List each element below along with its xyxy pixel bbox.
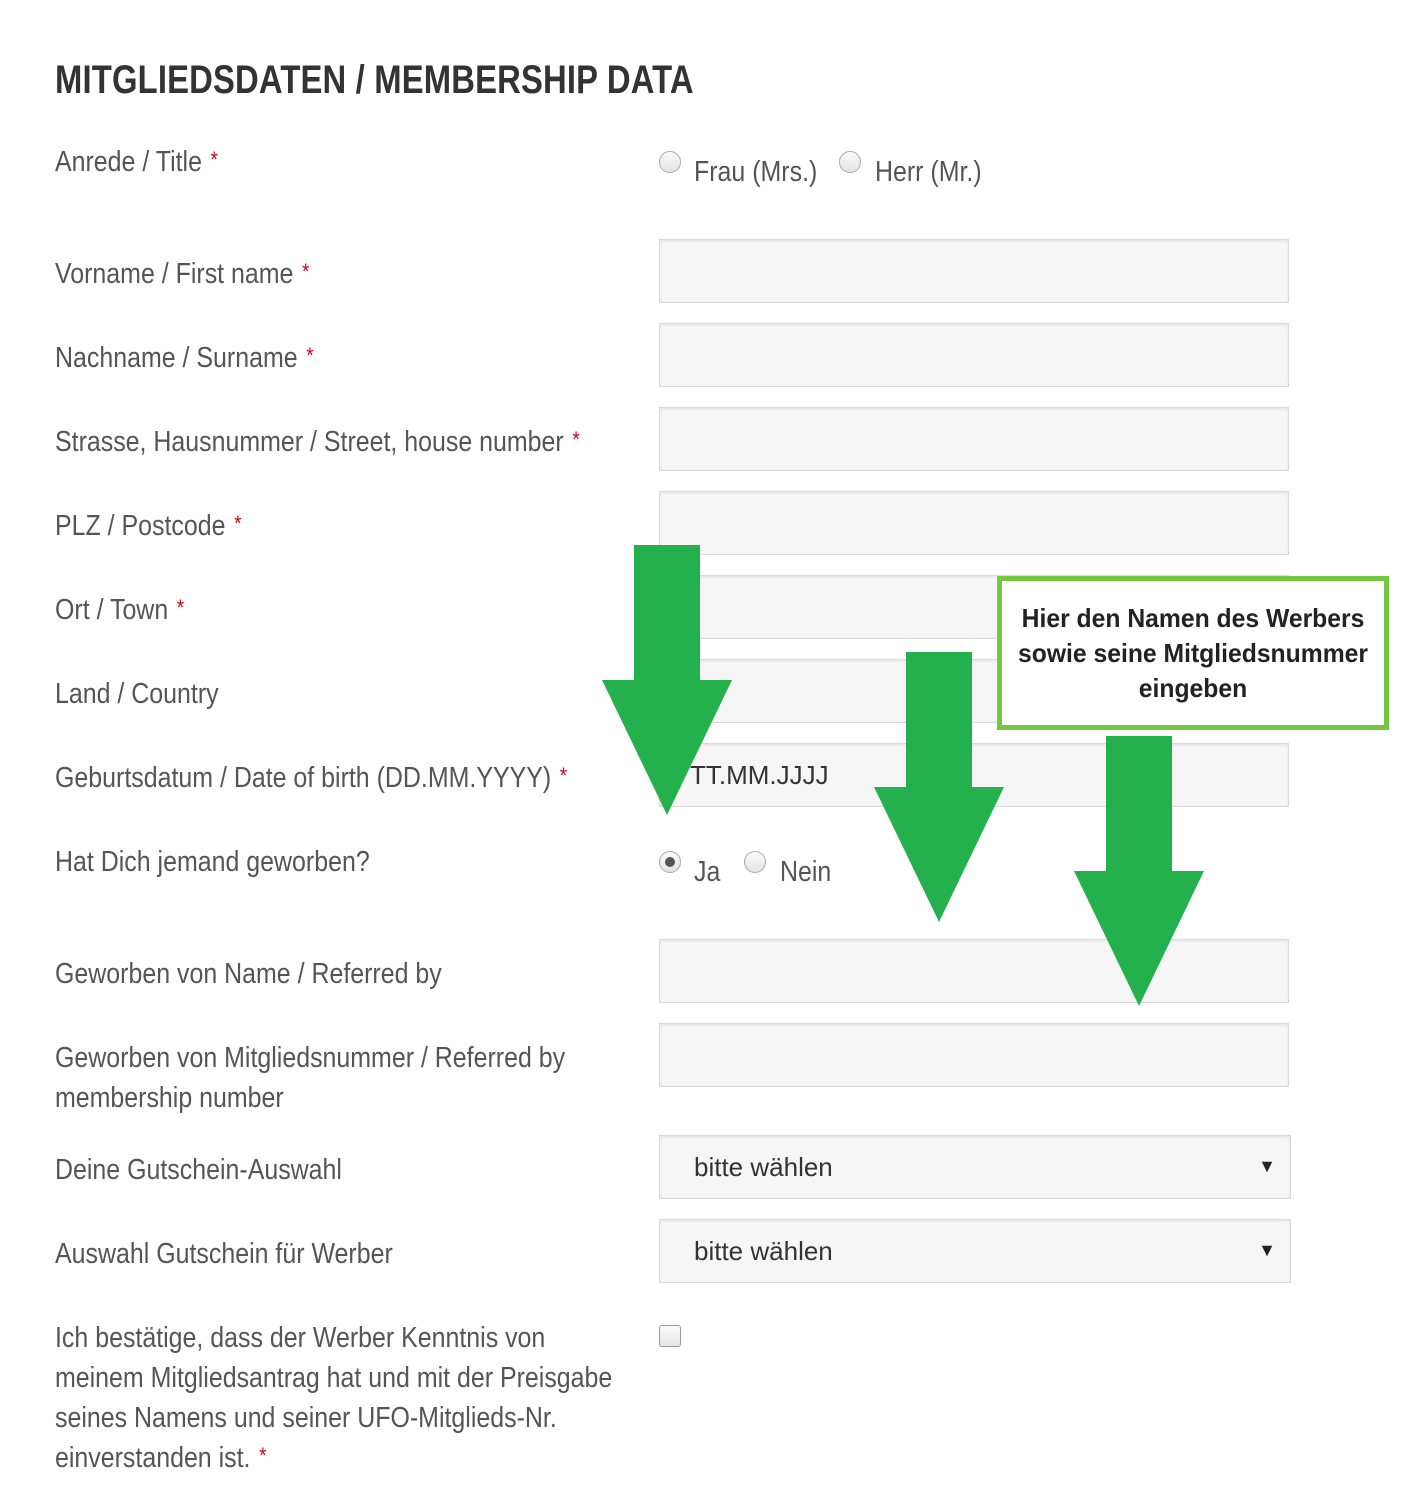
referred-number-input[interactable] (659, 1023, 1289, 1087)
voucher-select[interactable] (659, 1135, 1291, 1199)
anrede-label: Anrede / Title * (55, 146, 218, 178)
voucher-referrer-select-value: bitte wählen (694, 1236, 833, 1266)
voucher-select-value: bitte wählen (694, 1152, 833, 1182)
surname-input[interactable] (659, 323, 1289, 387)
birthdate-input[interactable] (659, 743, 1289, 807)
postcode-input[interactable] (659, 491, 1289, 555)
referred-name-input[interactable] (659, 939, 1289, 1003)
voucher-referrer-select[interactable] (659, 1219, 1291, 1283)
voucher-label: Deine Gutschein-Auswahl (55, 1154, 342, 1186)
radio-frau[interactable] (659, 151, 681, 173)
radio-ja[interactable] (659, 851, 681, 873)
referred-question-label: Hat Dich jemand geworben? (55, 846, 370, 878)
radio-ja-label: Ja (694, 856, 721, 888)
radio-nein[interactable] (744, 851, 766, 873)
postcode-label: PLZ / Postcode * (55, 510, 242, 542)
radio-herr-label: Herr (Mr.) (875, 156, 982, 188)
voucher-referrer-label: Auswahl Gutschein für Werber (55, 1238, 393, 1270)
first-name-input[interactable] (659, 239, 1289, 303)
radio-frau-label: Frau (Mrs.) (694, 156, 818, 188)
town-label: Ort / Town * (55, 594, 185, 626)
street-input[interactable] (659, 407, 1289, 471)
referred-number-label: Geworben von Mitgliedsnummer / Referred by membership number (55, 1042, 566, 1114)
chevron-down-icon: ▼ (1258, 1156, 1276, 1176)
page-title: MITGLIEDSDATEN / MEMBERSHIP DATA (55, 58, 694, 102)
chevron-down-icon: ▼ (1258, 1240, 1276, 1260)
radio-nein-label: Nein (780, 856, 832, 888)
street-label: Strasse, Hausnummer / Street, house number * (55, 426, 580, 458)
annotation-callout (997, 576, 1389, 730)
consent-label: Ich bestätige, dass der Werber Kenntnis von meinem Mitgliedsantrag hat und mit der Preisgabe seines Namens und seiner UFO-Mitglieds-Nr. einverstanden ist. * (55, 1322, 613, 1474)
referred-name-label: Geworben von Name / Referred by (55, 958, 442, 990)
country-label: Land / Country (55, 678, 219, 710)
surname-label: Nachname / Surname * (55, 342, 314, 374)
birthdate-label: Geburtsdatum / Date of birth (DD.MM.YYYY) * (55, 762, 568, 794)
radio-herr[interactable] (839, 151, 861, 173)
first-name-label: Vorname / First name * (55, 258, 310, 290)
annotation-text: Hier den Namen des Werbers sowie seine Mitgliedsnummer eingeben (1017, 602, 1369, 703)
consent-checkbox[interactable] (659, 1325, 681, 1347)
